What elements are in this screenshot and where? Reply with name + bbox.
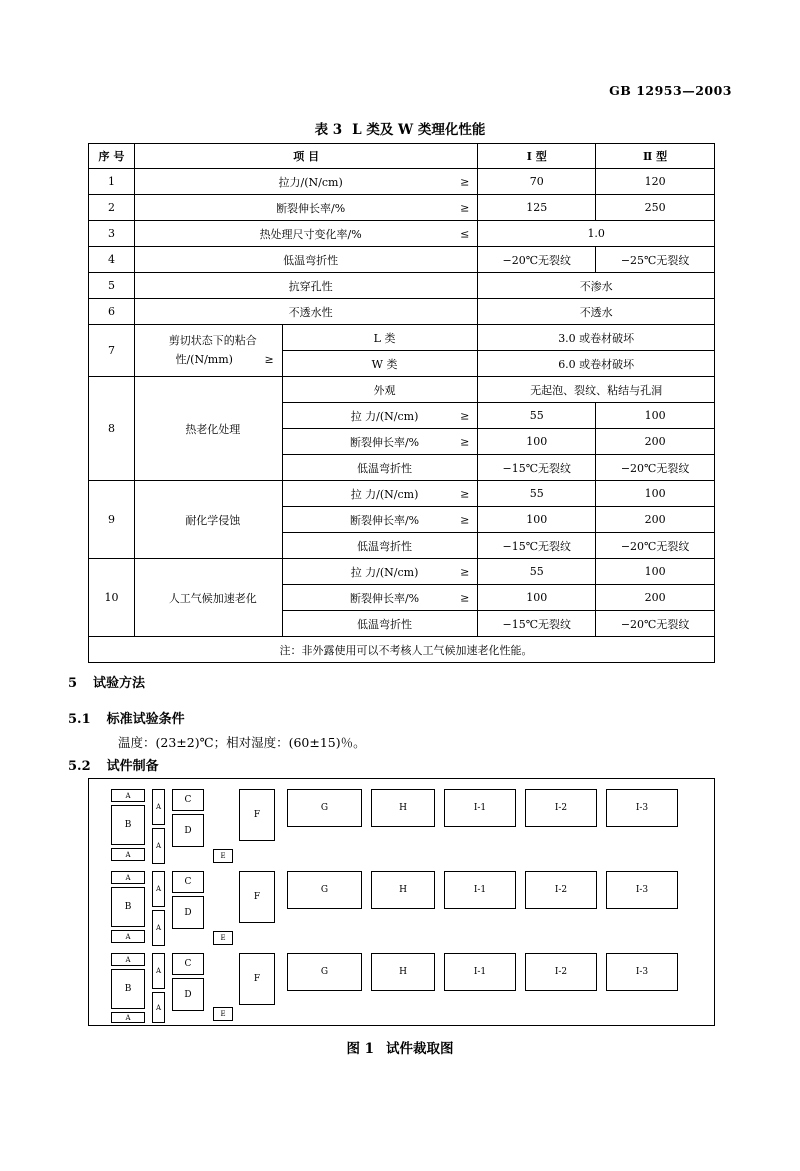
row-item: 耐化学侵蚀 — [134, 481, 282, 559]
col-header-no: 序 号 — [89, 144, 135, 169]
row-value-type2: 100 — [596, 403, 715, 429]
row-no: 4 — [89, 247, 135, 273]
specimen-cutting-figure — [88, 778, 715, 1026]
compare-symbol: ≥ — [460, 591, 470, 604]
section-5-2-number: 5.2 — [68, 759, 91, 774]
fig-piece-g: G — [287, 953, 362, 991]
standard-code: GB 12953—2003 — [609, 83, 732, 98]
table-note-row — [89, 637, 715, 663]
fig-piece-f: F — [239, 789, 275, 841]
fig-piece-h: H — [371, 871, 435, 909]
row-value-type2: 100 — [596, 481, 715, 507]
fig-piece-i3: Ⅰ-3 — [606, 871, 678, 909]
row-value-type2: 120 — [596, 169, 715, 195]
fig-piece-c: C — [172, 871, 204, 893]
row-item: 不透水性 — [134, 299, 477, 325]
fig-piece-a: A — [152, 828, 165, 864]
row-subitem: 断裂伸长率/% ≥ — [282, 585, 478, 611]
table-note: 注：非外露使用可以不考核人工气候加速老化性能。 — [89, 637, 715, 663]
row-value-merged: 无起泡、裂纹、粘结与孔洞 — [478, 377, 715, 403]
fig-piece-c: C — [172, 789, 204, 811]
row-item: 低温弯折性 — [134, 247, 477, 273]
fig-piece-b: B — [111, 805, 145, 845]
row-value-type2: −20℃无裂纹 — [596, 611, 715, 637]
row-value-merged: 6.0 或卷材破坏 — [478, 351, 715, 377]
section-5-2-title: 试件制备 — [106, 759, 159, 774]
row-value-type1: −20℃无裂纹 — [478, 247, 596, 273]
compare-symbol: ≥ — [264, 352, 274, 366]
figure-caption-text: 试件裁取图 — [386, 1041, 454, 1057]
row-subitem: W 类 — [282, 351, 478, 377]
section-5-1-heading — [68, 708, 185, 727]
section-5-title: 试验方法 — [93, 676, 146, 691]
fig-piece-e: E — [213, 1007, 233, 1021]
row-item: 抗穿孔性 — [134, 273, 477, 299]
fig-piece-a: A — [111, 871, 145, 884]
fig-piece-d: D — [172, 896, 204, 929]
row-value-type1: −15℃无裂纹 — [478, 455, 596, 481]
row-subitem: 拉 力/(N/cm) ≥ — [282, 403, 478, 429]
table-row — [89, 195, 715, 221]
row-item: 剪切状态下的粘合 性/(N/mm) ≥ — [134, 325, 282, 377]
row-value-type1: −15℃无裂纹 — [478, 533, 596, 559]
fig-piece-a: A — [152, 789, 165, 825]
compare-symbol: ≥ — [460, 565, 470, 578]
table-row — [89, 299, 715, 325]
row-value-type2: 200 — [596, 585, 715, 611]
row-no: 10 — [89, 559, 135, 637]
row-subitem: 低温弯折性 — [282, 455, 478, 481]
figure-caption-prefix: 图 1 — [346, 1041, 375, 1057]
fig-piece-h: H — [371, 953, 435, 991]
compare-symbol: ≥ — [460, 435, 470, 448]
section-5-number: 5 — [68, 676, 78, 691]
row-value-merged: 不透水 — [478, 299, 715, 325]
table-row — [89, 559, 715, 585]
row-no: 9 — [89, 481, 135, 559]
row-no: 3 — [89, 221, 135, 247]
row-subitem: 拉 力/(N/cm) ≥ — [282, 559, 478, 585]
fig-piece-i2: Ⅰ-2 — [525, 789, 597, 827]
fig-piece-i1: Ⅰ-1 — [444, 789, 516, 827]
row-value-merged: 1.0 — [478, 221, 715, 247]
fig-piece-a: A — [152, 953, 165, 989]
row-value-type2: 250 — [596, 195, 715, 221]
row-value-type2: 200 — [596, 429, 715, 455]
row-value-type2: −20℃无裂纹 — [596, 533, 715, 559]
fig-piece-f: F — [239, 953, 275, 1005]
row-value-type2: 100 — [596, 559, 715, 585]
fig-piece-g: G — [287, 871, 362, 909]
row-no: 1 — [89, 169, 135, 195]
row-no: 7 — [89, 325, 135, 377]
row-item: 断裂伸长率/% ≥ — [134, 195, 477, 221]
fig-piece-b: B — [111, 969, 145, 1009]
table-header-row — [89, 144, 715, 169]
fig-piece-i2: Ⅰ-2 — [525, 871, 597, 909]
compare-symbol: ≥ — [460, 201, 470, 214]
table-row — [89, 325, 715, 351]
row-subitem: 断裂伸长率/% ≥ — [282, 429, 478, 455]
figure-caption — [0, 1037, 800, 1057]
row-item: 热老化处理 — [134, 377, 282, 481]
table-title-prefix: 表 3 — [314, 122, 343, 138]
row-value-type1: 100 — [478, 585, 596, 611]
row-value-type1: 55 — [478, 559, 596, 585]
table-title-text: L 类及 W 类理化性能 — [352, 122, 486, 138]
row-subitem: 拉 力/(N/cm) ≥ — [282, 481, 478, 507]
table-row — [89, 377, 715, 403]
fig-piece-i1: Ⅰ-1 — [444, 871, 516, 909]
fig-piece-a: A — [111, 953, 145, 966]
row-item: 人工气候加速老化 — [134, 559, 282, 637]
row-value-type1: 100 — [478, 429, 596, 455]
table-row — [89, 221, 715, 247]
table-row — [89, 273, 715, 299]
fig-piece-h: H — [371, 789, 435, 827]
compare-symbol: ≥ — [460, 487, 470, 500]
row-subitem: L 类 — [282, 325, 478, 351]
section-5-1-body: 温度：(23±2)℃；相对湿度：(60±15)％。 — [118, 735, 366, 750]
fig-piece-e: E — [213, 931, 233, 945]
row-value-type1: 125 — [478, 195, 596, 221]
section-5-1-title: 标准试验条件 — [106, 712, 185, 727]
col-header-type1: Ⅰ 型 — [478, 144, 596, 169]
compare-symbol: ≥ — [460, 409, 470, 422]
row-value-merged: 不渗水 — [478, 273, 715, 299]
table-row — [89, 481, 715, 507]
row-value-type1: 70 — [478, 169, 596, 195]
row-no: 5 — [89, 273, 135, 299]
fig-piece-b: B — [111, 887, 145, 927]
row-item: 拉力/(N/cm) ≥ — [134, 169, 477, 195]
fig-piece-d: D — [172, 814, 204, 847]
row-item: 热处理尺寸变化率/% ≤ — [134, 221, 477, 247]
table-row — [89, 247, 715, 273]
row-value-type1: 100 — [478, 507, 596, 533]
row-value-type1: 55 — [478, 403, 596, 429]
fig-piece-i2: Ⅰ-2 — [525, 953, 597, 991]
fig-piece-i3: Ⅰ-3 — [606, 789, 678, 827]
row-value-type2: −25℃无裂纹 — [596, 247, 715, 273]
col-header-item: 项 目 — [134, 144, 477, 169]
row-subitem: 低温弯折性 — [282, 611, 478, 637]
section-5-2-heading — [68, 755, 159, 774]
row-no: 2 — [89, 195, 135, 221]
row-subitem: 断裂伸长率/% ≥ — [282, 507, 478, 533]
row-value-type2: −20℃无裂纹 — [596, 455, 715, 481]
row-no: 6 — [89, 299, 135, 325]
fig-piece-e: E — [213, 849, 233, 863]
fig-piece-c: C — [172, 953, 204, 975]
fig-piece-g: G — [287, 789, 362, 827]
section-5-1-number: 5.1 — [68, 712, 91, 727]
row-no: 8 — [89, 377, 135, 481]
compare-symbol: ≤ — [460, 227, 470, 240]
fig-piece-a: A — [111, 1012, 145, 1023]
compare-symbol: ≥ — [460, 513, 470, 526]
performance-table — [88, 143, 715, 663]
fig-piece-a: A — [111, 789, 145, 802]
fig-piece-a: A — [111, 930, 145, 943]
table-title — [0, 118, 800, 138]
fig-piece-a: A — [152, 992, 165, 1023]
row-value-merged: 3.0 或卷材破坏 — [478, 325, 715, 351]
row-subitem: 低温弯折性 — [282, 533, 478, 559]
fig-piece-a: A — [111, 848, 145, 861]
fig-piece-a: A — [152, 871, 165, 907]
col-header-type2: Ⅱ 型 — [596, 144, 715, 169]
section-5-heading — [68, 672, 145, 691]
table-row — [89, 169, 715, 195]
fig-piece-f: F — [239, 871, 275, 923]
row-value-type1: 55 — [478, 481, 596, 507]
compare-symbol: ≥ — [460, 175, 470, 188]
fig-piece-i1: Ⅰ-1 — [444, 953, 516, 991]
fig-piece-a: A — [152, 910, 165, 946]
fig-piece-d: D — [172, 978, 204, 1011]
row-value-type1: −15℃无裂纹 — [478, 611, 596, 637]
row-value-type2: 200 — [596, 507, 715, 533]
fig-piece-i3: Ⅰ-3 — [606, 953, 678, 991]
row-subitem: 外观 — [282, 377, 478, 403]
